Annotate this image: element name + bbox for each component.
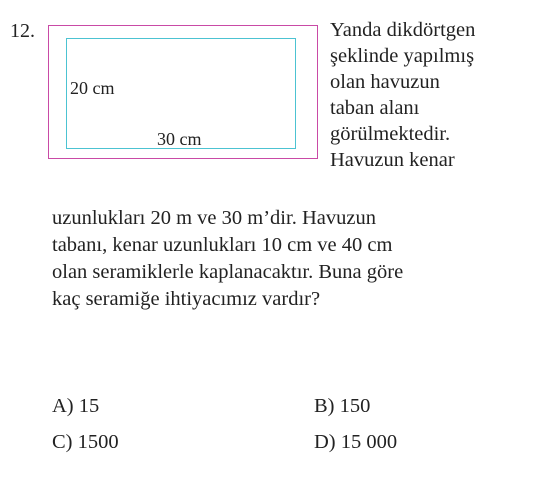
side-line: taban alanı [330, 97, 420, 119]
side-line: Yanda dikdörtgen [330, 19, 476, 41]
side-line: olan havuzun [330, 71, 440, 93]
side-line: görülmektedir. [330, 123, 451, 145]
body-line: olan seramiklerle kaplanacaktır. Buna göre [52, 261, 404, 283]
option-d[interactable]: D) 15 000 [314, 431, 398, 453]
side-line: şeklinde yapılmış [330, 45, 475, 67]
body-line: tabanı, kenar uzunlukları 10 cm ve 40 cm [52, 234, 393, 256]
question-side-text [330, 17, 545, 173]
question-body-text [52, 205, 542, 313]
height-label: 20 cm [70, 78, 115, 98]
option-b[interactable]: B) 150 [314, 395, 371, 417]
option-c[interactable]: C) 1500 [52, 431, 119, 453]
width-label: 30 cm [157, 129, 202, 149]
body-line: uzunlukları 20 m ve 30 m’dir. Havuzun [52, 207, 376, 229]
body-line: kaç seramiğe ihtiyacımız vardır? [52, 288, 321, 310]
option-a[interactable]: A) 15 [52, 395, 100, 417]
question-number: 12. [10, 20, 35, 42]
side-line: Havuzun kenar [330, 149, 455, 171]
